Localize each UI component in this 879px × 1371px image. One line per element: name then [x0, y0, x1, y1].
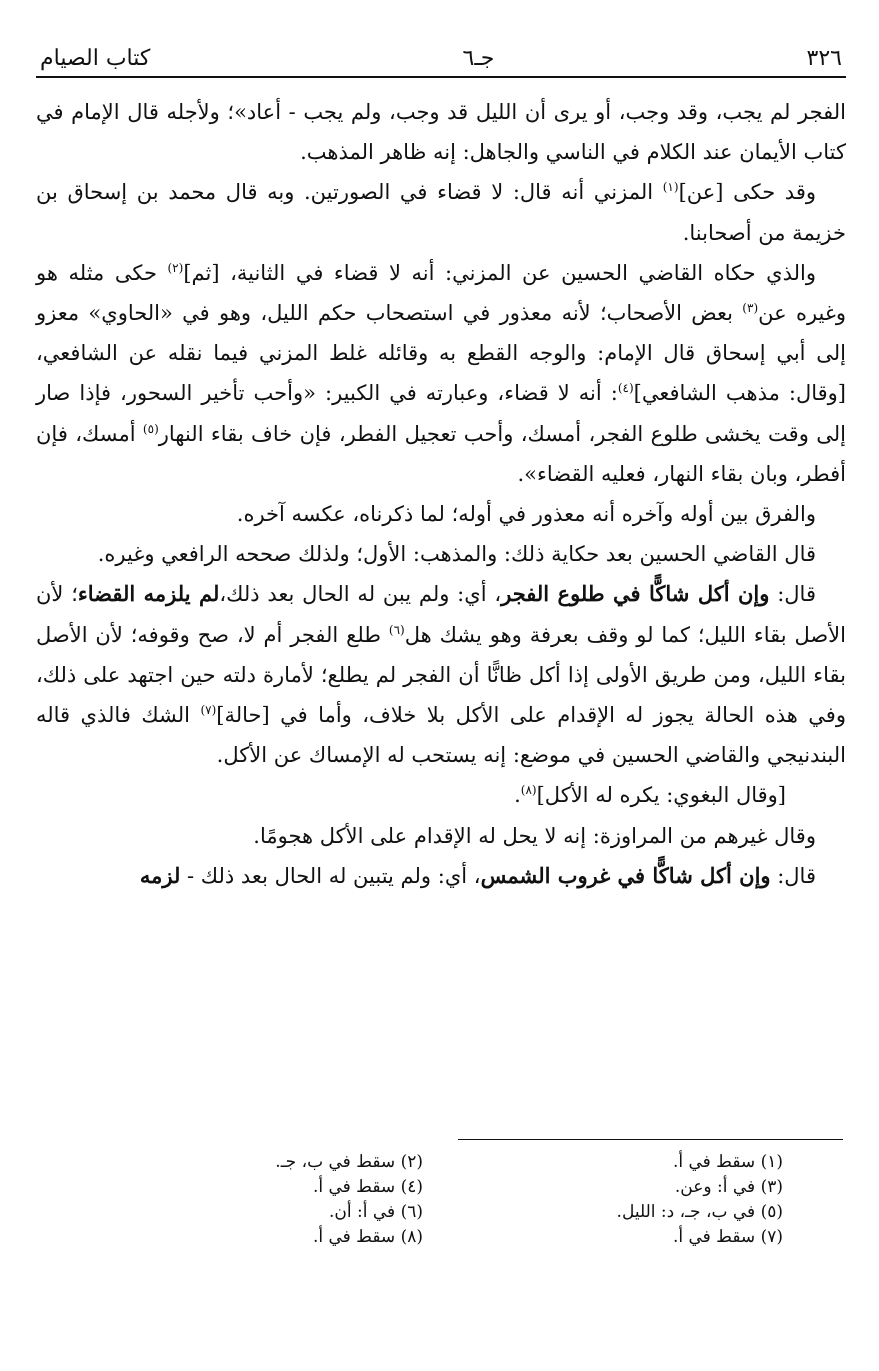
- footnote-number: (٧): [760, 1227, 783, 1247]
- footnote-ref: (٥): [142, 421, 159, 436]
- footnote-ref: (١): [662, 180, 679, 195]
- footnote: [423, 1200, 783, 1225]
- paragraph: [36, 856, 846, 896]
- footnote-text: سقط في ب، جـ.: [275, 1152, 396, 1172]
- header-rule: [36, 76, 846, 78]
- paragraph: [36, 574, 846, 775]
- footnote-number: (٤): [400, 1177, 423, 1197]
- footnote-number: (٨): [400, 1227, 423, 1247]
- paragraph: [36, 534, 846, 574]
- text-run: : أنه لا قضاء، وعبارته في الكبير: «وأحب تأخير السحور، فإذا صار إلى وقت يخشى طلوع الفجر، أمسك، وأحب تعجيل الفطر، فإن خاف بقاء النهار: [36, 381, 846, 446]
- book-title: كتاب الصيام: [40, 46, 151, 71]
- footnote-text: سقط في أ.: [312, 1227, 396, 1247]
- footnote-text: في ب، جـ، د: الليل.: [616, 1202, 756, 1222]
- bold-text: لزمه: [139, 862, 181, 888]
- bold-text: لم يلزمه القضاء: [77, 581, 220, 607]
- text-run: المزني أنه قال: لا قضاء في الصورتين. وبه قال محمد بن إسحاق بن خزيمة من أصحابنا.: [36, 180, 846, 245]
- footnote-number: (٢): [400, 1152, 423, 1172]
- footnote-text: سقط في أ.: [672, 1227, 756, 1247]
- text-run: والذي حكاه القاضي الحسين عن المزني: أنه لا قضاء في الثانية، [ثم]: [183, 260, 816, 285]
- text-run: بعض الأصحاب؛ لأنه معذور في استصحاب حكم الليل، وهو في «الحاوي» معزو إلى أبي إسحاق قال الإمام: والوجه القطع به وقائله غلط المزني فيما نقله عن الشافعي، [وقال: مذهب الشافعي]: [36, 301, 846, 406]
- footnote: [423, 1225, 783, 1250]
- bold-text: وإن أكل شاكًّا في طلوع الفجر: [501, 581, 770, 607]
- text-run: والفرق بين أوله وآخره أنه معذور في أوله؛ لما ذكرناه، عكسه آخره.: [236, 502, 816, 527]
- footnote-number: (٣): [760, 1177, 783, 1197]
- text-run: [وقال البغوي: يكره له الأكل]: [536, 783, 786, 808]
- text-run: وقال غيرهم من المراوزة: إنه لا يحل له الإقدام على الأكل هجومًا.: [253, 823, 816, 848]
- footnote: [423, 1150, 783, 1175]
- text-run: ؛ لأن الأصل بقاء الليل؛ كما لو وقف بعرفة وهو يشك هل: [36, 582, 846, 647]
- text-run: أمسك، فإن أفطر، وبان بقاء النهار، فعليه القضاء».: [36, 421, 846, 486]
- footnote: [103, 1225, 423, 1250]
- footnote-number: (٦): [400, 1202, 423, 1222]
- footnote-ref: (٨): [520, 783, 537, 798]
- footnote-number: (٥): [760, 1202, 783, 1222]
- footnote-ref: (٢): [167, 260, 184, 275]
- text-run: قال:: [769, 582, 816, 607]
- footnote-text: سقط في أ.: [672, 1152, 756, 1172]
- footnote: [103, 1200, 423, 1225]
- text-run: الشك فالذي قاله البندنيجي والقاضي الحسين في موضع: إنه يستحب له الإمساك عن الأكل.: [36, 703, 846, 768]
- footnote-text: في أ: أن.: [329, 1202, 396, 1222]
- text-run: حكى مثله هو وغيره عن: [36, 260, 846, 326]
- page-number: ٣٢٦: [806, 46, 842, 71]
- text-run: وقد حكى [عن]: [678, 180, 817, 205]
- footnote-ref: (٤): [617, 381, 634, 396]
- text-run: .: [514, 783, 521, 808]
- document-page: [36, 48, 846, 896]
- volume-label: جـ٦: [462, 46, 495, 71]
- footnote-separator: [458, 1139, 843, 1140]
- paragraph: [36, 775, 846, 815]
- footnote-ref: (٧): [200, 703, 217, 718]
- footnote-ref: (٦): [388, 622, 405, 637]
- paragraph: [36, 494, 846, 534]
- footnotes: [103, 1150, 783, 1250]
- footnote-number: (١): [760, 1152, 783, 1172]
- main-text: [36, 92, 846, 896]
- bold-text: وإن أكل شاكًّا في غروب الشمس: [480, 862, 771, 888]
- paragraph: [36, 92, 846, 172]
- text-run: ، أي: ولم يبن له الحال بعد ذلك،: [219, 582, 502, 607]
- text-run: الفجر لم يجب، وقد وجب، أو يرى أن الليل قد وجب، ولم يجب - أعاد»؛ ولأجله قال الإمام في كتاب الأيمان عند الكلام في الناسي والجاهل: إنه ظاهر المذهب.: [36, 100, 846, 165]
- page-header: [36, 48, 846, 76]
- footnote: [103, 1150, 423, 1175]
- paragraph: [36, 172, 846, 252]
- footnote-text: سقط في أ.: [312, 1177, 396, 1197]
- text-run: طلع الفجر أم لا، صح وقوفه؛ لأن الأصل بقاء الليل، ومن طريق الأولى إذا أكل ظانًّا أن الفجر لم يطلع؛ لأمارة دلته حين اجتهد على ذلك، وفي هذه الحالة يجوز له الإقدام على الأكل بلا خلاف، وأما في [حالة]: [36, 622, 846, 728]
- footnote-text: في أ: وعن.: [674, 1177, 756, 1197]
- footnote-ref: (٣): [742, 301, 759, 316]
- footnote: [103, 1175, 423, 1200]
- footnote: [423, 1175, 783, 1200]
- paragraph: [36, 253, 846, 494]
- text-run: ، أي: ولم يتبين له الحال بعد ذلك -: [180, 863, 481, 888]
- text-run: قال:: [770, 863, 816, 888]
- text-run: قال القاضي الحسين بعد حكاية ذلك: والمذهب: الأول؛ ولذلك صححه الرافعي وغيره.: [97, 542, 816, 567]
- paragraph: [36, 816, 846, 856]
